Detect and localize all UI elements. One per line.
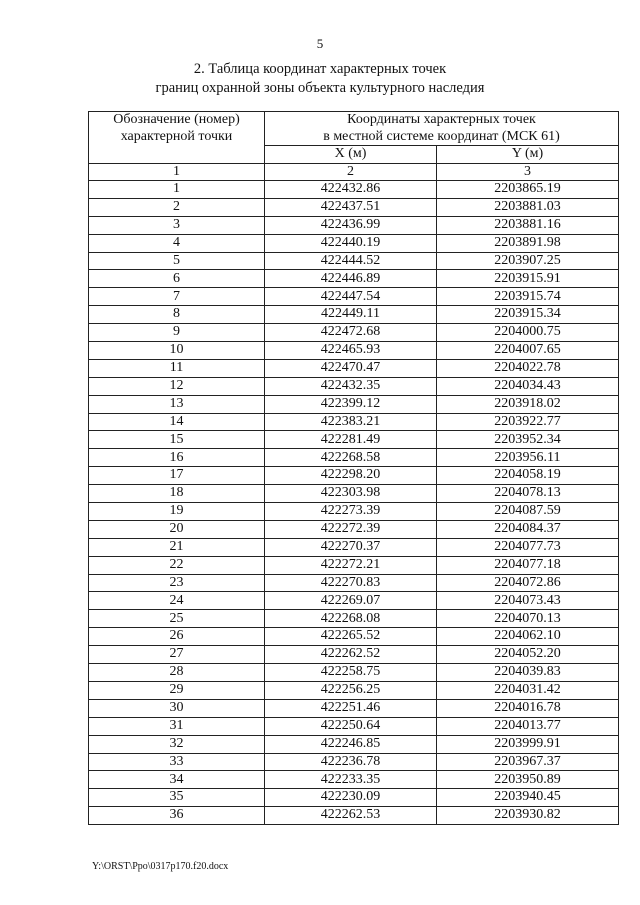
x-coordinate-cell: 422281.49 bbox=[265, 431, 437, 449]
x-coordinate-cell: 422268.58 bbox=[265, 449, 437, 467]
y-coordinate-cell: 2204022.78 bbox=[437, 359, 619, 377]
y-coordinate-cell: 2203881.03 bbox=[437, 198, 619, 216]
point-number-cell: 21 bbox=[89, 538, 265, 556]
table-row bbox=[89, 610, 619, 628]
table-row bbox=[89, 306, 619, 324]
y-coordinate-cell: 2204072.86 bbox=[437, 574, 619, 592]
point-number-cell: 13 bbox=[89, 395, 265, 413]
y-coordinate-cell: 2203915.91 bbox=[437, 270, 619, 288]
table-body bbox=[89, 181, 619, 825]
table-row bbox=[89, 413, 619, 431]
x-coordinate-cell: 422437.51 bbox=[265, 198, 437, 216]
point-number-cell: 14 bbox=[89, 413, 265, 431]
table-row bbox=[89, 198, 619, 216]
x-coordinate-cell: 422262.52 bbox=[265, 646, 437, 664]
point-number-cell: 29 bbox=[89, 681, 265, 699]
point-number-cell: 16 bbox=[89, 449, 265, 467]
x-coordinate-cell: 422447.54 bbox=[265, 288, 437, 306]
table-row bbox=[89, 628, 619, 646]
point-number-cell: 26 bbox=[89, 628, 265, 646]
point-number-cell: 8 bbox=[89, 306, 265, 324]
x-coordinate-cell: 422465.93 bbox=[265, 342, 437, 360]
table-title-line-1: 2. Таблица координат характерных точек bbox=[193, 61, 447, 77]
table-row bbox=[89, 216, 619, 234]
point-number-cell: 33 bbox=[89, 753, 265, 771]
table-row bbox=[89, 467, 619, 485]
header-coords-line-2: в местной системе координат (МСК 61) bbox=[323, 128, 560, 144]
y-coordinate-cell: 2203940.45 bbox=[437, 789, 619, 807]
column-number-row bbox=[89, 163, 619, 181]
point-number-cell: 18 bbox=[89, 485, 265, 503]
column-number-1: 1 bbox=[89, 163, 265, 181]
y-coordinate-cell: 2203918.02 bbox=[437, 395, 619, 413]
header-point-line-2: характерной точки bbox=[120, 128, 233, 144]
point-number-cell: 20 bbox=[89, 520, 265, 538]
y-coordinate-cell: 2204078.13 bbox=[437, 485, 619, 503]
table-row bbox=[89, 520, 619, 538]
point-number-cell: 2 bbox=[89, 198, 265, 216]
y-coordinate-cell: 2204084.37 bbox=[437, 520, 619, 538]
point-number-cell: 27 bbox=[89, 646, 265, 664]
y-coordinate-cell: 2204031.42 bbox=[437, 681, 619, 699]
header-row-1 bbox=[89, 112, 619, 146]
x-coordinate-cell: 422270.83 bbox=[265, 574, 437, 592]
y-coordinate-cell: 2204039.83 bbox=[437, 664, 619, 682]
x-coordinate-cell: 422446.89 bbox=[265, 270, 437, 288]
table-row bbox=[89, 449, 619, 467]
table-row bbox=[89, 681, 619, 699]
x-coordinate-cell: 422230.09 bbox=[265, 789, 437, 807]
x-coordinate-cell: 422298.20 bbox=[265, 467, 437, 485]
table-row bbox=[89, 377, 619, 395]
table-row bbox=[89, 503, 619, 521]
table-row bbox=[89, 664, 619, 682]
point-number-cell: 11 bbox=[89, 359, 265, 377]
x-coordinate-cell: 422262.53 bbox=[265, 807, 437, 825]
y-coordinate-cell: 2204058.19 bbox=[437, 467, 619, 485]
table-row bbox=[89, 181, 619, 199]
table-row bbox=[89, 556, 619, 574]
point-number-cell: 17 bbox=[89, 467, 265, 485]
y-coordinate-cell: 2203950.89 bbox=[437, 771, 619, 789]
x-coordinate-cell: 422432.35 bbox=[265, 377, 437, 395]
column-number-2: 2 bbox=[265, 163, 437, 181]
point-number-cell: 7 bbox=[89, 288, 265, 306]
coordinates-table bbox=[88, 111, 619, 825]
table-row bbox=[89, 753, 619, 771]
y-coordinate-cell: 2204077.18 bbox=[437, 556, 619, 574]
point-number-cell: 4 bbox=[89, 234, 265, 252]
table-row bbox=[89, 431, 619, 449]
point-number-cell: 31 bbox=[89, 717, 265, 735]
x-coordinate-cell: 422265.52 bbox=[265, 628, 437, 646]
point-number-cell: 9 bbox=[89, 324, 265, 342]
header-y: Y (м) bbox=[437, 146, 619, 164]
y-coordinate-cell: 2203922.77 bbox=[437, 413, 619, 431]
y-coordinate-cell: 2204062.10 bbox=[437, 628, 619, 646]
point-number-cell: 1 bbox=[89, 181, 265, 199]
x-coordinate-cell: 422250.64 bbox=[265, 717, 437, 735]
table-row bbox=[89, 789, 619, 807]
table-row bbox=[89, 485, 619, 503]
y-coordinate-cell: 2203865.19 bbox=[437, 181, 619, 199]
x-coordinate-cell: 422444.52 bbox=[265, 252, 437, 270]
header-coords-line-1: Координаты характерных точек bbox=[347, 112, 536, 127]
point-number-cell: 12 bbox=[89, 377, 265, 395]
point-number-cell: 19 bbox=[89, 503, 265, 521]
x-coordinate-cell: 422258.75 bbox=[265, 664, 437, 682]
table-row bbox=[89, 324, 619, 342]
point-number-cell: 22 bbox=[89, 556, 265, 574]
x-coordinate-cell: 422472.68 bbox=[265, 324, 437, 342]
x-coordinate-cell: 422251.46 bbox=[265, 699, 437, 717]
header-point-designation bbox=[89, 112, 265, 164]
x-coordinate-cell: 422256.25 bbox=[265, 681, 437, 699]
y-coordinate-cell: 2203881.16 bbox=[437, 216, 619, 234]
point-number-cell: 23 bbox=[89, 574, 265, 592]
table-row bbox=[89, 717, 619, 735]
y-coordinate-cell: 2204077.73 bbox=[437, 538, 619, 556]
y-coordinate-cell: 2203915.34 bbox=[437, 306, 619, 324]
x-coordinate-cell: 422440.19 bbox=[265, 234, 437, 252]
table-row bbox=[89, 342, 619, 360]
point-number-cell: 5 bbox=[89, 252, 265, 270]
column-number-3: 3 bbox=[437, 163, 619, 181]
table-row bbox=[89, 234, 619, 252]
x-coordinate-cell: 422272.21 bbox=[265, 556, 437, 574]
table-row bbox=[89, 538, 619, 556]
point-number-cell: 28 bbox=[89, 664, 265, 682]
table-row bbox=[89, 288, 619, 306]
table-row bbox=[89, 771, 619, 789]
y-coordinate-cell: 2204013.77 bbox=[437, 717, 619, 735]
point-number-cell: 32 bbox=[89, 735, 265, 753]
y-coordinate-cell: 2204087.59 bbox=[437, 503, 619, 521]
point-number-cell: 6 bbox=[89, 270, 265, 288]
point-number-cell: 35 bbox=[89, 789, 265, 807]
y-coordinate-cell: 2204034.43 bbox=[437, 377, 619, 395]
point-number-cell: 30 bbox=[89, 699, 265, 717]
table-row bbox=[89, 735, 619, 753]
header-x: X (м) bbox=[265, 146, 437, 164]
y-coordinate-cell: 2204007.65 bbox=[437, 342, 619, 360]
x-coordinate-cell: 422273.39 bbox=[265, 503, 437, 521]
point-number-cell: 36 bbox=[89, 807, 265, 825]
y-coordinate-cell: 2203956.11 bbox=[437, 449, 619, 467]
x-coordinate-cell: 422272.39 bbox=[265, 520, 437, 538]
x-coordinate-cell: 422432.86 bbox=[265, 181, 437, 199]
y-coordinate-cell: 2204052.20 bbox=[437, 646, 619, 664]
header-point-line-1: Обозначение (номер) bbox=[113, 112, 240, 127]
x-coordinate-cell: 422269.07 bbox=[265, 592, 437, 610]
header-coordinates bbox=[265, 112, 619, 146]
table-row bbox=[89, 574, 619, 592]
point-number-cell: 25 bbox=[89, 610, 265, 628]
y-coordinate-cell: 2204073.43 bbox=[437, 592, 619, 610]
y-coordinate-cell: 2203891.98 bbox=[437, 234, 619, 252]
point-number-cell: 3 bbox=[89, 216, 265, 234]
table-row bbox=[89, 592, 619, 610]
y-coordinate-cell: 2203907.25 bbox=[437, 252, 619, 270]
y-coordinate-cell: 2204016.78 bbox=[437, 699, 619, 717]
x-coordinate-cell: 422268.08 bbox=[265, 610, 437, 628]
point-number-cell: 34 bbox=[89, 771, 265, 789]
table-row bbox=[89, 395, 619, 413]
table-row bbox=[89, 252, 619, 270]
point-number-cell: 24 bbox=[89, 592, 265, 610]
x-coordinate-cell: 422236.78 bbox=[265, 753, 437, 771]
page-number: 5 bbox=[316, 36, 324, 51]
table-row bbox=[89, 646, 619, 664]
y-coordinate-cell: 2203999.91 bbox=[437, 735, 619, 753]
table-row bbox=[89, 270, 619, 288]
y-coordinate-cell: 2203967.37 bbox=[437, 753, 619, 771]
x-coordinate-cell: 422449.11 bbox=[265, 306, 437, 324]
x-coordinate-cell: 422233.35 bbox=[265, 771, 437, 789]
y-coordinate-cell: 2203930.82 bbox=[437, 807, 619, 825]
table-row bbox=[89, 699, 619, 717]
x-coordinate-cell: 422399.12 bbox=[265, 395, 437, 413]
y-coordinate-cell: 2204000.75 bbox=[437, 324, 619, 342]
y-coordinate-cell: 2203915.74 bbox=[437, 288, 619, 306]
table-row bbox=[89, 359, 619, 377]
x-coordinate-cell: 422246.85 bbox=[265, 735, 437, 753]
x-coordinate-cell: 422436.99 bbox=[265, 216, 437, 234]
x-coordinate-cell: 422383.21 bbox=[265, 413, 437, 431]
table-title-line-2: границ охранной зоны объекта культурного наследия bbox=[155, 80, 485, 96]
table-row bbox=[89, 807, 619, 825]
point-number-cell: 15 bbox=[89, 431, 265, 449]
file-path-footer: Y:\ORST\Ppo\0317p170.f20.docx bbox=[92, 861, 229, 872]
y-coordinate-cell: 2204070.13 bbox=[437, 610, 619, 628]
point-number-cell: 10 bbox=[89, 342, 265, 360]
y-coordinate-cell: 2203952.34 bbox=[437, 431, 619, 449]
x-coordinate-cell: 422303.98 bbox=[265, 485, 437, 503]
x-coordinate-cell: 422470.47 bbox=[265, 359, 437, 377]
table-title bbox=[0, 60, 640, 98]
x-coordinate-cell: 422270.37 bbox=[265, 538, 437, 556]
